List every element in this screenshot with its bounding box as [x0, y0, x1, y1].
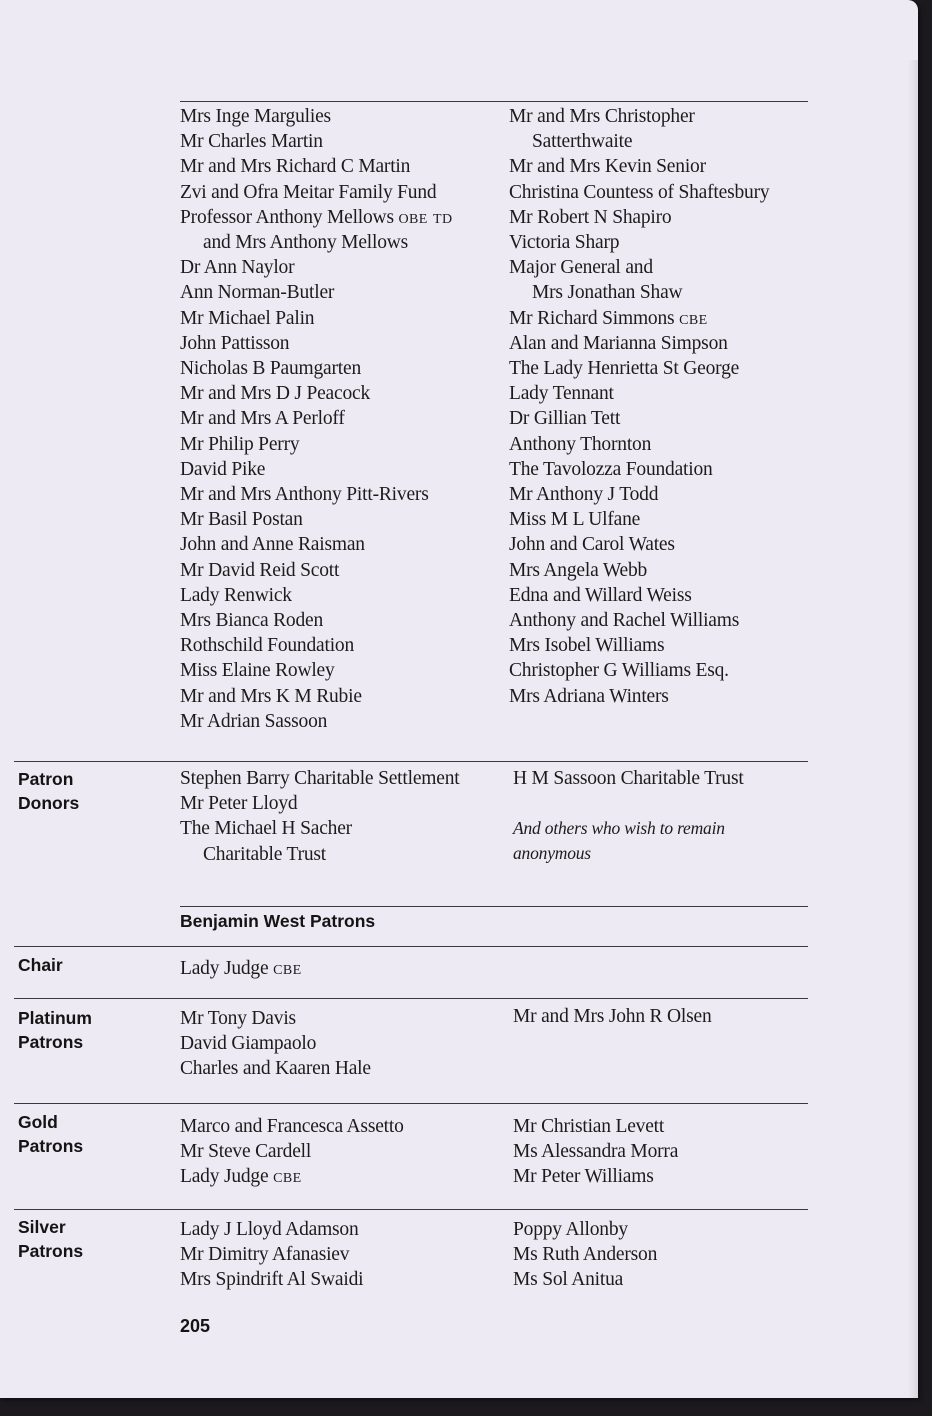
- list-item-continuation: Mrs Jonathan Shaw: [532, 282, 683, 304]
- top-rule: [180, 101, 808, 102]
- list-item-name: Lady Judge: [180, 958, 269, 979]
- list-item: Mrs Adriana Winters: [509, 685, 669, 707]
- list-item: Mr Anthony J Todd: [509, 484, 659, 506]
- list-item: David Pike: [180, 458, 266, 480]
- list-item: Poppy Allonby: [513, 1219, 628, 1240]
- list-item: Mr Peter Williams: [513, 1166, 654, 1188]
- list-item: Mr Adrian Sassoon: [180, 710, 328, 732]
- list-item: The Lady Henrietta St George: [509, 358, 740, 380]
- list-item-continuation: Charitable Trust: [203, 843, 327, 865]
- label-line: Patrons: [18, 1032, 84, 1052]
- list-item: Mr Dimitry Afanasiev: [180, 1244, 350, 1266]
- silver-patrons-label: [18, 1215, 168, 1263]
- section-rule: [180, 906, 808, 907]
- list-item: [180, 205, 510, 230]
- list-item: Mr and Mrs D J Peacock: [180, 383, 371, 405]
- label-line: Gold: [18, 1112, 58, 1132]
- list-item: Dr Ann Naylor: [180, 257, 295, 279]
- list-item-continuation: and Mrs Anthony Mellows: [203, 232, 409, 254]
- chair-list: [180, 956, 510, 981]
- list-item: Mr David Reid Scott: [180, 559, 340, 581]
- list-item: Mr Christian Levett: [513, 1116, 665, 1137]
- platinum-patrons-label: [18, 1006, 168, 1054]
- list-item: Mrs Spindrift Al Swaidi: [180, 1269, 364, 1291]
- list-item: Mrs Angela Webb: [509, 559, 648, 581]
- anonymous-note-continuation: anonymous: [513, 843, 591, 864]
- list-item: John and Carol Wates: [509, 534, 675, 556]
- list-item: Mr Charles Martin: [180, 131, 323, 153]
- gold-patrons-label: [18, 1110, 168, 1158]
- list-item: Anthony and Rachel Williams: [509, 610, 740, 632]
- label-line: Donors: [18, 793, 80, 813]
- list-item: Mr Tony Davis: [180, 1008, 296, 1029]
- patron-donors-label: [18, 767, 168, 815]
- list-item: Mr Steve Cardell: [180, 1141, 312, 1163]
- list-item: Mr Peter Lloyd: [180, 793, 298, 815]
- section-rule: [14, 761, 808, 762]
- list-item: Ms Ruth Anderson: [513, 1244, 658, 1266]
- list-item: Dr Gillian Tett: [509, 408, 621, 430]
- label-line: Patrons: [18, 1136, 84, 1156]
- list-item: The Michael H Sacher: [180, 818, 352, 840]
- list-item-continuation: Satterthwaite: [532, 131, 633, 153]
- list-item: Mr and Mrs John R Olsen: [513, 1006, 712, 1027]
- list-item: Christina Countess of Shaftesbury: [509, 181, 770, 203]
- list-item: Ms Alessandra Morra: [513, 1141, 679, 1163]
- list-item: Rothschild Foundation: [180, 635, 355, 657]
- list-item: Mr and Mrs Christopher: [509, 106, 695, 127]
- gold-list-right: [513, 1114, 843, 1190]
- list-item-name: Lady Judge: [180, 1166, 269, 1188]
- list-item: Nicholas B Paumgarten: [180, 358, 362, 380]
- list-item: Charles and Kaaren Hale: [180, 1058, 371, 1080]
- list-item: Mr and Mrs Kevin Senior: [509, 156, 706, 178]
- list-item: Major General and: [509, 257, 653, 279]
- list-item: Mr and Mrs K M Rubie: [180, 685, 362, 707]
- list-item: Victoria Sharp: [509, 232, 620, 254]
- list-item: Alan and Marianna Simpson: [509, 332, 728, 354]
- list-item: [509, 306, 839, 331]
- list-item: Mr and Mrs Richard C Martin: [180, 156, 411, 178]
- honour-suffix: cbe: [273, 1166, 302, 1188]
- list-item: Mrs Bianca Roden: [180, 610, 324, 632]
- list-item: Mr and Mrs A Perloff: [180, 408, 345, 430]
- list-item: Miss M L Ulfane: [509, 509, 641, 531]
- list-item: David Giampaolo: [180, 1033, 317, 1055]
- list-item: Lady Renwick: [180, 584, 292, 606]
- list-item: Mr Robert N Shapiro: [509, 206, 672, 228]
- chair-label: Chair: [18, 955, 63, 975]
- silver-list-right: [513, 1217, 843, 1293]
- list-item: Ms Sol Anitua: [513, 1269, 624, 1291]
- patron-donors-left: [180, 766, 510, 867]
- list-item: Mr Basil Postan: [180, 509, 303, 531]
- list-item: [180, 956, 510, 981]
- page-number: 205: [180, 1316, 211, 1336]
- list-item: John and Anne Raisman: [180, 534, 365, 556]
- list-item: Edna and Willard Weiss: [509, 584, 692, 606]
- list-item: Anthony Thornton: [509, 433, 652, 455]
- list-item: Mr Michael Palin: [180, 307, 315, 329]
- silver-list-left: [180, 1217, 510, 1293]
- honour-suffix: obe td: [398, 206, 453, 228]
- list-item: Christopher G Williams Esq.: [509, 660, 729, 682]
- list-item: John Pattisson: [180, 332, 290, 354]
- benjamin-west-heading: Benjamin West Patrons: [180, 911, 376, 931]
- list-item: Marco and Francesca Assetto: [180, 1116, 404, 1137]
- continued-list-right: [509, 104, 839, 709]
- list-item: Mrs Inge Margulies: [180, 106, 331, 127]
- honour-suffix: cbe: [679, 307, 708, 329]
- continued-list-left: [180, 104, 510, 734]
- list-item: [180, 1164, 510, 1189]
- section-rule: [14, 998, 808, 999]
- label-line: Silver: [18, 1217, 66, 1237]
- list-item: Mr and Mrs Anthony Pitt-Rivers: [180, 484, 429, 506]
- list-item: Mrs Isobel Williams: [509, 635, 665, 657]
- label-line: Patrons: [18, 1241, 84, 1261]
- label-line: Platinum: [18, 1008, 92, 1028]
- list-item: Stephen Barry Charitable Settlement: [180, 768, 460, 789]
- gold-list-left: [180, 1114, 510, 1190]
- anonymous-note: And others who wish to remain: [513, 818, 725, 839]
- platinum-list-left: [180, 1006, 510, 1082]
- section-rule: [14, 1209, 808, 1210]
- list-item-name: Mr Richard Simmons: [509, 307, 675, 329]
- list-item: The Tavolozza Foundation: [509, 458, 713, 480]
- list-item: Zvi and Ofra Meitar Family Fund: [180, 181, 437, 203]
- section-rule: [14, 946, 808, 947]
- list-item: Lady J Lloyd Adamson: [180, 1219, 359, 1240]
- honour-suffix: cbe: [273, 958, 302, 979]
- list-item: Lady Tennant: [509, 383, 614, 405]
- patron-donors-right: [513, 766, 843, 867]
- label-line: Patron: [18, 769, 74, 789]
- list-item-name: Professor Anthony Mellows: [180, 206, 394, 228]
- list-item: H M Sassoon Charitable Trust: [513, 768, 744, 789]
- section-rule: [14, 1103, 808, 1104]
- list-item: Miss Elaine Rowley: [180, 660, 335, 682]
- list-item: Ann Norman-Butler: [180, 282, 335, 304]
- list-item: Mr Philip Perry: [180, 433, 300, 455]
- platinum-list-right: [513, 1004, 843, 1029]
